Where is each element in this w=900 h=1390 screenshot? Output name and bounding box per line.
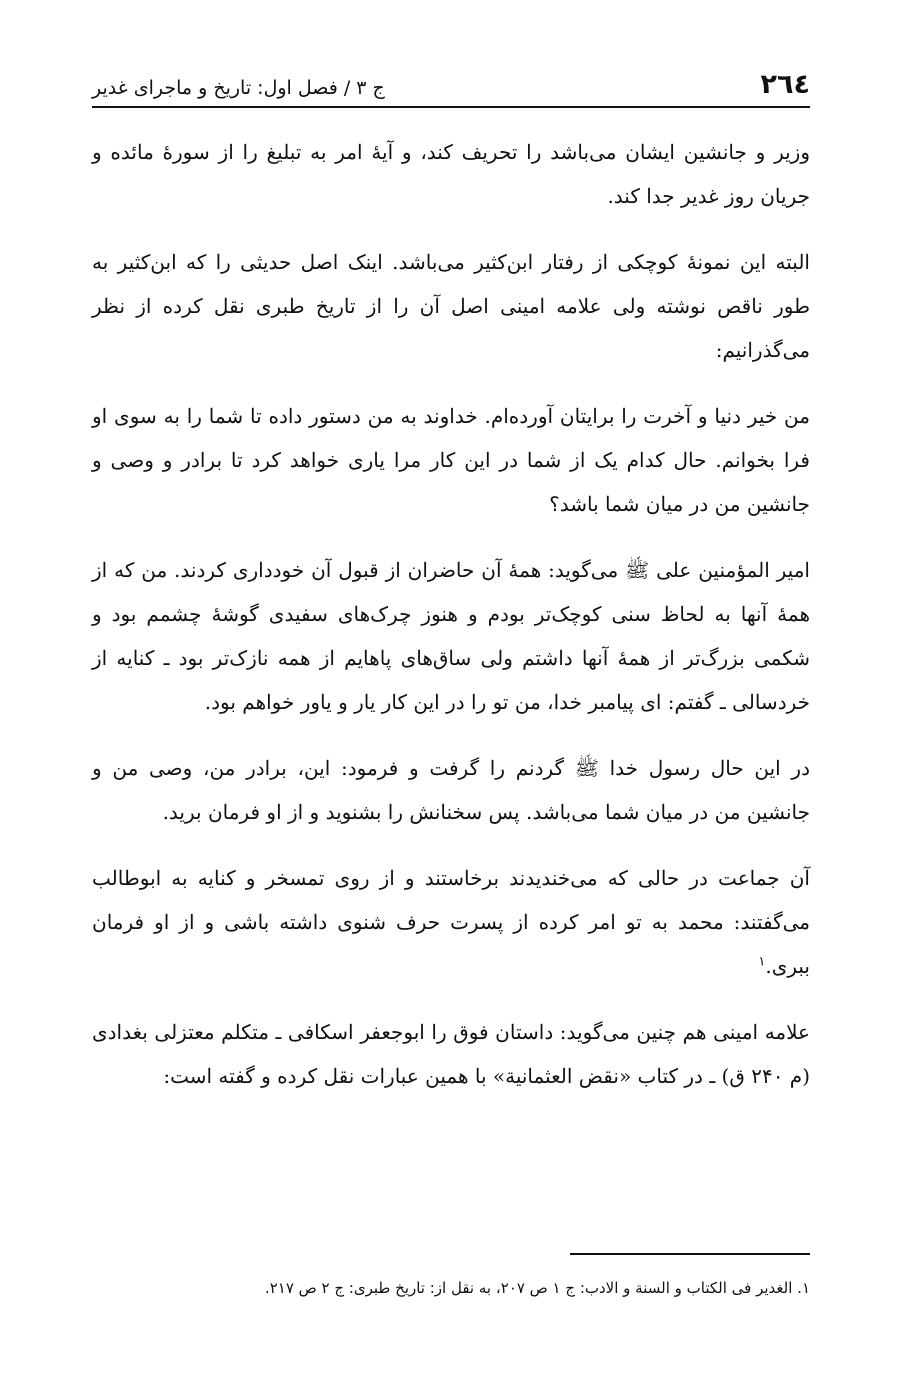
book-page [92,60,810,1120]
paragraph-1: وزیر و جانشین ایشان می‌باشد را تحریف کند، و آیهٔ امر به تبلیغ را از سورهٔ مائده و جریان روز غدیر جدا کند. [92,140,810,208]
page-header [92,60,810,108]
paragraph-4: امیر المؤمنین علی ﷺ می‌گوید: همهٔ آن حاضران از قبول آن خودداری کردند. من که از همهٔ آنها به لحاظ سنی کوچک‌تر بودم و هنوز چرک‌های سفیدی گوشهٔ چشمم بود و شکمی بزرگ‌تر از همهٔ آنها داشتم ولی ساق‌های پاهایم از همه نازک‌تر بود ـ کنایه از خردسالی ـ گفتم: ای پیامبر خدا، من تو را در این کار یار و یاور خواهم بود. [92,558,811,714]
paragraph-5: در این حال رسول خدا ﷺ گردنم را گرفت و فرمود: این، برادر من، وصی من و جانشین من در میان شما می‌باشد. پس سخنانش را بشنوید و از او فرمان برید. [92,756,810,824]
paragraph-2: البته این نمونهٔ کوچکی از رفتار ابن‌کثیر می‌باشد. اینک اصل حدیثی را که ابن‌کثیر به طور ناقص نوشته ولی علامه امینی اصل آن را از تاریخ طبری نقل کرده از نظر می‌گذرانیم: [92,250,810,362]
paragraph-6-text: آن جماعت در حالی که می‌خندیدند برخاستند و از روی تمسخر و کنایه به ابوطالب می‌گفتند: محمد به تو امر کرده از پسرت حرف شنوی داشته باشی و از او فرمان ببری. [92,866,810,978]
footnote-divider [570,1253,810,1255]
footnote: ١. الغدیر فی الکتاب و السنة و الادب: ج ١ ص ٢٠٧، به نقل از: تاریخ طبری: ج ٢ ص ٢١٧. [264,1279,810,1297]
paragraph-7: علامه امینی هم چنین می‌گوید: داستان فوق را ابوجعفر اسکافی ـ متکلم معتزلی بغدادی (م ٢۴٠ ق) ـ در کتاب «نقض العثمانیة» با همین عبارات نقل کرده و گفته است: [92,1020,810,1088]
paragraph-3: من خیر دنیا و آخرت را برایتان آورده‌ام. خداوند به من دستور داده تا شما را به سوی او فرا بخوانم. حال کدام یک از شما در این کار مرا یاری خواهد کرد تا برادر و وصی و جانشین من در میان شما باشد؟ [92,404,810,516]
paragraph-6 [92,856,810,988]
footnote-reference: ١ [758,954,766,970]
running-head: ج ٣ / فصل اول: تاریخ و ماجرای غدیر [92,77,385,99]
page-number: ٢٦٤ [760,69,810,100]
body-text [92,130,810,1098]
